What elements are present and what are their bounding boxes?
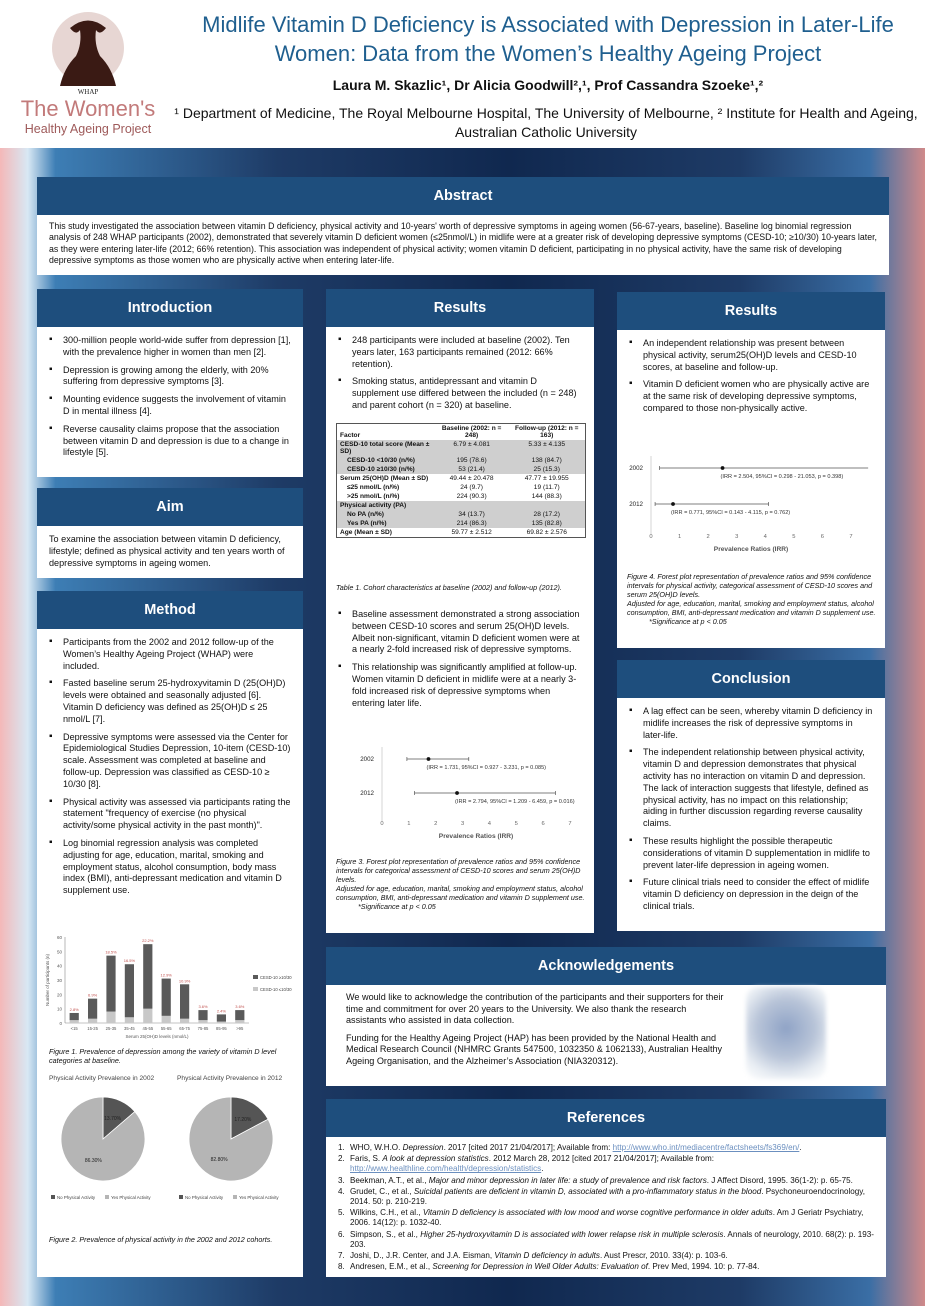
references-section (326, 1099, 886, 1277)
reference-number: 2. (338, 1154, 345, 1164)
legend-label: CESD-10 ≤10/30 (260, 987, 292, 992)
reference-title: Vitamin D deficiency is associated with low mood and worse cognitive performance in older adults (422, 1208, 773, 1218)
legend-swatch (51, 1195, 55, 1199)
list-item: ▪ Mounting evidence suggests the involvement of vitamin D in mental illness [4]. (49, 394, 291, 418)
bar-chart (43, 929, 297, 1041)
abstract-section (37, 177, 889, 275)
acknowledgements-heading: Acknowledgements (326, 947, 886, 985)
reference-title: Vitamin D deficiency in adults (494, 1251, 600, 1261)
bar-cesd-low (235, 1010, 244, 1020)
bar-cesd-low (125, 964, 134, 1017)
list-item: ▪ These results highlight the possible therapeutic considerations of vitamin D supplementation in midlife to prevent later-life depression in ageing women. (629, 836, 873, 871)
figure-1 (43, 929, 297, 1041)
figure-4-caption: Figure 4. Forest plot representation of prevalence ratios and 95% confidence intervals for physical activity, categorical assessment of CESD-10 scores and serum 25(OH)D levels. (627, 572, 873, 599)
list-item: ▪ A lag effect can be seen, whereby vitamin D deficiency in midlife increases the risk of depressive symptoms in later-life. (629, 706, 873, 741)
bar-cesd-high (198, 1020, 207, 1023)
list-item: ▪ The independent relationship between physical activity, vitamin D and depression demonstrates that physical activity has no interaction on vitamin D and depression. The lack of interaction suggests that lifestyle, defined as physical activity, has no impact on this relationship; aiding in further discussion regarding reverse causality claims. (629, 747, 873, 830)
reference-number: 6. (338, 1229, 345, 1239)
bar-cesd-high (235, 1020, 244, 1023)
acknowledgements-text (346, 992, 728, 1068)
list-item: ▪ Future clinical trials need to consider the effect of midlife vitamin D deficiency on depression in the deign of the clinical trials. (629, 877, 873, 912)
reference-item: 7. Joshi, D., J.R. Center, and J.A. Eisman, Vitamin D deficiency in adults. Aust Prescr, 2010. 33(4): p. 103-6. (338, 1251, 728, 1261)
legend-swatch (233, 1195, 237, 1199)
reference-number: 8. (338, 1262, 345, 1272)
table-cell-value: 138 (84.7) (531, 457, 562, 464)
reference-title: Suicidal patients are deficient in vitamin D, associated with a pro-inflammatory status in the blood (413, 1186, 762, 1196)
table-row (337, 492, 585, 501)
table-row (337, 465, 585, 474)
acknowledgements-paragraph-2: Funding for the Healthy Ageing Project (HAP) has been provided by the National Health and Medical Research Council (NHMRC Grants 547500, 1032350 & 1062133), Australian Healthy Ageing Organisation, and the Alzheimer’s Association (NIA320312). (346, 1032, 723, 1066)
table-cell-value: 47.77 ± 19.955 (524, 475, 569, 482)
table-cell-factor: Serum 25(OH)D (Mean ± SD) (340, 475, 429, 482)
table-row (337, 440, 585, 456)
reference-item: 1. WHO, W.H.O. Depression. 2017 [cited 2017 21/04/2017]; Available from: http://www.who.int/mediacentre/factsheets/fs369/en/. (338, 1143, 802, 1152)
table-cell-value: 224 (90.3) (456, 493, 487, 500)
forest-plot-3 (340, 743, 580, 847)
forest-plot-4 (625, 452, 875, 560)
legend-swatch (253, 975, 258, 979)
table-cell-value: 59.77 ± 2.512 (451, 529, 492, 536)
list-item: ▪ Depression is growing among the elderly, with 20% suffering from depressive symptoms [3]. (49, 365, 291, 389)
bar-data-label: 3.6% (198, 1004, 208, 1010)
bar-cesd-low (70, 1013, 79, 1020)
forest-row-label: 2002 (629, 465, 643, 472)
figure-3-caption: Figure 3. Forest plot representation of prevalence ratios and 95% confidence intervals for categorical assessment of CESD-10 scores and serum 25(OH)D levels. (336, 857, 581, 884)
x-tick-label: 4 (487, 821, 492, 827)
table-cell-value: 53 (21.4) (458, 466, 485, 473)
poster-affiliations: ¹ Department of Medicine, The Royal Melbourne Hospital, The University of Melbourne, ² Institute for Health and Ageing, Australian Catholic University (174, 105, 918, 140)
table-cell-value: 214 (86.3) (456, 520, 487, 527)
x-tick-label: 85-95 (216, 1026, 227, 1031)
x-tick-label: 2 (434, 821, 438, 827)
reference-item: 8. Andresen, E.M., et al., Screening for Depression in Well Older Adults: Evaluation of. Prev Med, 1994. 10: p. 77-84. (338, 1262, 760, 1272)
figure-2-caption: Figure 2. Prevalence of physical activity in the 2002 and 2012 cohorts. (49, 1235, 273, 1244)
list-item: ▪ 248 participants were included at baseline (2002). Ten years later, 163 participants remained (2012: 66% retention). (338, 335, 582, 370)
bar-data-label: 6.9% (88, 992, 98, 998)
method-heading: Method (37, 591, 303, 629)
figure-3-caption-block (336, 857, 588, 911)
point-estimate (455, 791, 459, 795)
acknowledgements-paragraph-1: We would like to acknowledge the contribution of the participants and their supporters for their time and commitment for over 20 years to the University. We also thank the research assistants who assisted in data collection. (346, 992, 724, 1026)
acknowledgements-section (326, 947, 886, 1086)
aim-text: To examine the association between vitamin D deficiency, lifestyle; defined as physical activity and ten years worth of depressive symptoms in ageing women. (49, 534, 285, 568)
bar-data-label: 12.9% (160, 972, 172, 978)
results-section-2 (617, 292, 885, 648)
logo-top-text: WHAP (77, 88, 99, 96)
pie-2012-title: Physical Activity Prevalence in 2012 (177, 1075, 283, 1082)
list-item: ▪ Baseline assessment demonstrated a strong association between CESD-10 scores and serum 25(OH)D levels. Albeit non-significant, vitamin D deficient women were at a nearly 2-fold increased risk of depressive symptoms. (338, 609, 582, 656)
reference-title: Depression (402, 1143, 444, 1152)
bar-cesd-high (162, 1016, 171, 1023)
table-cell-factor: Yes PA (n/%) (347, 520, 387, 527)
list-item: ▪ 300-million people world-wide suffer from depression [1], with the prevalence higher in women than men [2]. (49, 335, 291, 359)
reference-item: 2. Faris, S. A look at depression statistics. 2012 March 28, 2012 [cited 2017 21/04/2017]; Available from: http://www.healthline.com/health/depression/statistics. (338, 1154, 714, 1174)
x-tick-label: 35-45 (124, 1026, 135, 1031)
table-cell-factor: CESD-10 <10/30 (n/%) (347, 457, 415, 464)
legend-label: No Physical Activity (57, 1195, 96, 1200)
x-tick-label: 7 (849, 534, 853, 540)
figure-3-adjust: Adjusted for age, education, marital, smoking and employment status, alcohol consumption, BMI, anti-depressant medication and vitamin D supplement use. (336, 884, 585, 902)
cohort-table (336, 423, 586, 538)
figure-4-significance: *Significance at p < 0.05 (649, 617, 727, 626)
reference-title: Screening for Depression in Well Older Adults: Evaluation of (432, 1262, 648, 1272)
table-cell-value: 49.44 ± 20.478 (449, 475, 494, 482)
legend-swatch (105, 1195, 109, 1199)
logo-big-text: The Women's (20, 96, 156, 121)
conclusion-heading: Conclusion (617, 660, 885, 698)
table-row (337, 519, 585, 528)
poster-authors: Laura M. Skazlic¹, Dr Alicia Goodwill²,¹, Prof Cassandra Szoeke¹,² (332, 77, 764, 93)
abstract-text: This study investigated the association between vitamin D deficiency, physical activity and 10-years' worth of depressive symptoms in ageing women (56-67-years, baseline). Baseline log binomial regression analysis of 248 WHAP participants (2002), demonstrated that severely vitamin D deficient women (≤25nmol/L) in midlife were at a greater risk of developing depressive symptoms (CESD-10; ≥10/30) 10-years later, as they were entering later-life (2012; 66% retention). This association was independent of physical activity; women vitamin D deficient, participating in no physical activity, have the same risk of developing depressive symptoms as those women who are physically active when entering later-life. (49, 221, 877, 266)
forest-row-stats: (IRR = 0.771, 95%CI = 0.143 - 4.115, p = 0.762) (671, 510, 791, 516)
legend-label: CESD-10 ≥10/30 (260, 975, 292, 980)
reference-number: 5. (338, 1208, 345, 1218)
table-cell-value (435, 501, 509, 510)
list-item: ▪ Vitamin D deficient women who are physically active are at the same risk of developing depressive symptoms, compared to those non-physically active. (629, 379, 873, 414)
x-tick-label: 4 (763, 534, 767, 540)
table-cell-value: 5.33 ± 4.135 (528, 441, 566, 448)
table-cell-factor: No PA (n/%) (347, 511, 384, 518)
bar-data-label: 18.5% (105, 949, 117, 955)
reference-number: 4. (338, 1186, 345, 1196)
bar-cesd-high (217, 1022, 226, 1023)
table-row (337, 456, 585, 465)
x-tick-label: 0 (649, 534, 653, 540)
x-tick-label: 15-25 (87, 1026, 98, 1031)
aim-section (37, 488, 303, 578)
reference-number: 7. (338, 1251, 345, 1261)
reference-number: 3. (338, 1175, 345, 1185)
bar-cesd-high (180, 1019, 189, 1023)
table-cell-value: 19 (11.7) (533, 484, 560, 491)
reference-item: 4. Grudet, C., et al., Suicidal patients are deficient in vitamin D, associated with a pro-inflammatory status in the blood. Psychoneuroendocrinology, 2014. 50: p. 210-219. (338, 1186, 865, 1207)
y-tick-label: 60 (56, 935, 62, 940)
x-tick-label: 5 (514, 821, 518, 827)
x-axis-label: Serum 25(OH)D levels (nmol/L) (125, 1034, 189, 1039)
y-tick-label: 0 (59, 1021, 62, 1026)
reference-item: 6. Simpson, S., et al., Higher 25-hydroxyvitamin D is associated with lower relapse risk in multiple sclerosis. Annals of neurology, 2010. 68(2): p. 193-203. (338, 1229, 874, 1249)
x-tick-label: 1 (677, 534, 682, 540)
x-tick-label: 55-65 (160, 1026, 172, 1031)
x-tick-label: 6 (541, 821, 545, 827)
reference-title: Major and minor depression in later life: a study of prevalence and risk factors (428, 1175, 707, 1185)
blurred-logo-image (746, 987, 826, 1079)
table-cell-value: 34 (13.7) (458, 511, 485, 518)
list-item: ▪ Log binomial regression analysis was completed adjusting for age, education, marital, smoking and employment status, alcohol consumption, body mass index (BMI), anti-depressant medication and vitamin D supplement use. (49, 838, 291, 897)
table-cell-value: 6.79 ± 4.081 (453, 441, 490, 448)
table-cell-value: 25 (15.3) (533, 466, 560, 473)
x-tick-label: 45-55 (142, 1026, 154, 1031)
bar-data-label: 2.4% (216, 1008, 226, 1014)
table-header-factor: Factor (340, 432, 361, 439)
legend-swatch (179, 1195, 183, 1199)
bar-cesd-high (125, 1017, 134, 1023)
bar-data-label: 2.8% (69, 1006, 79, 1012)
y-tick-label: 50 (56, 949, 62, 955)
x-tick-label: 3 (735, 534, 739, 540)
x-tick-label: 75-85 (197, 1026, 209, 1031)
results-heading-2: Results (617, 292, 885, 330)
pie-slice-label: 13.70% (104, 1116, 122, 1123)
x-tick-label: <15 (70, 1026, 78, 1031)
pie-charts (45, 1071, 297, 1233)
figure-1-caption: Figure 1. Prevalence of depression among the variety of vitamin D level categories at baseline. (49, 1047, 277, 1065)
reference-item: 3. Beekman, A.T., et al., Major and minor depression in later life: a study of prevalence and risk factors. J Affect Disord, 1995. 36(1-2): p. 65-75. (338, 1175, 853, 1185)
forest-row-stats: (IRR = 2.794, 95%CI = 1.209 - 6.459, p = 0.016) (455, 799, 575, 805)
bar-cesd-low (88, 999, 97, 1019)
bar-cesd-low (198, 1010, 207, 1020)
list-item: ▪ Reverse causality claims propose that the association between vitamin D and depression is due to a change in lifestyle [5]. (49, 424, 291, 459)
legend-swatch (253, 987, 258, 991)
conclusion-section (617, 660, 885, 931)
bar-cesd-low (106, 956, 115, 1012)
x-tick-label: 6 (820, 534, 825, 540)
forest-row-label: 2012 (360, 790, 374, 797)
forest-row-label: 2012 (629, 501, 643, 508)
y-tick-label: 10 (56, 1006, 62, 1012)
table-cell-factor: CESD-10 ≥10/30 (n/%) (347, 466, 415, 473)
aim-heading: Aim (37, 488, 303, 526)
x-tick-label: 65-75 (179, 1026, 190, 1031)
x-tick-label: 0 (380, 821, 384, 827)
reference-item: 5. Wilkins, C.H., et al., Vitamin D deficiency is associated with low mood and worse cognitive performance in older adults. Am J Geriatr Psychiatry, 2006. 14(12): p. 1032-40. (338, 1208, 864, 1228)
whap-logo (8, 8, 168, 146)
table-cell-value: 135 (82.8) (531, 520, 562, 527)
references-heading: References (326, 1099, 886, 1137)
forest-row-label: 2002 (360, 756, 374, 763)
results-section-1 (326, 289, 594, 933)
figure-3-significance: *Significance at p < 0.05 (358, 902, 436, 911)
reference-title: Higher 25-hydroxyvitamin D is associated with lower relapse risk in multiple sclerosis (420, 1229, 724, 1239)
table-row (337, 474, 585, 483)
introduction-heading: Introduction (37, 289, 303, 327)
table-row (337, 483, 585, 492)
table-cell-value: 69.82 ± 2.576 (526, 529, 567, 536)
pie-slice-label: 82.80% (210, 1156, 228, 1163)
x-tick-label: 25-35 (105, 1026, 117, 1031)
abstract-heading: Abstract (37, 177, 889, 215)
table-cell-factor: CESD-10 total score (Mean ± SD) (340, 441, 430, 455)
table-cell-value (508, 501, 585, 510)
table-header-followup: Follow-up (2012: n = 163) (514, 425, 579, 439)
bar-cesd-low (143, 944, 152, 1009)
x-tick-label: 7 (568, 821, 572, 827)
pie-slice-label: 86.30% (84, 1157, 102, 1164)
list-item: ▪ Physical activity was assessed via participants rating the statement "frequency of exercise (no physical activity/some physical activity in the past month)". (49, 797, 291, 832)
point-estimate (671, 502, 675, 506)
legend-label: Yes Physical Activity (111, 1195, 151, 1200)
bar-data-label: 3.6% (235, 1004, 245, 1010)
logo-sub-text: Healthy Ageing Project (24, 122, 152, 136)
list-item: ▪ Depressive symptoms were assessed via the Center for Epidemiological Studies Depression, 10-item (CESD-10) scale. Assessment was completed at baseline and follow-up. Depression was classified as CESD-10 ≥ 10/30 [8]. (49, 732, 291, 791)
references-list (326, 1137, 886, 1279)
introduction-section (37, 289, 303, 477)
list-item: ▪ An independent relationship was present between physical activity, serum25(OH)D levels and CESD-10 scores, at baseline and follow-up. (629, 338, 873, 373)
table-row (337, 528, 585, 537)
figure-2 (45, 1071, 297, 1233)
list-item: ▪ Participants from the 2002 and 2012 follow-up of the Women’s Healthy Ageing Project (WHAP) were included. (49, 637, 291, 672)
bar-cesd-high (143, 1009, 152, 1023)
results-heading: Results (326, 289, 594, 327)
table-row (337, 501, 585, 510)
table-cell-value: 195 (78.6) (456, 457, 487, 464)
legend-label: No Physical Activity (185, 1195, 224, 1200)
bar-data-label: 10.9% (178, 978, 191, 984)
table-cell-factor: Physical activity (PA) (340, 502, 407, 509)
list-item: ▪ This relationship was significantly amplified at follow-up. Women vitamin D deficient in midlife were at a nearly 3-fold increased risk of depressive symptoms when entering later life. (338, 662, 582, 709)
poster-header (0, 0, 925, 148)
pie-2002-title: Physical Activity Prevalence in 2002 (49, 1075, 155, 1082)
list-item: ▪ Fasted baseline serum 25-hydroxyvitamin D (25(OH)D) levels were obtained and seasonally adjusted [6]. Vitamin D deficiency was defined as 25(OH)D ≤ 25 nmol/L [7]. (49, 678, 291, 725)
table-cell-value: 24 (9.7) (460, 484, 483, 491)
y-tick-label: 30 (56, 978, 62, 983)
reference-link[interactable]: http://www.healthline.com/health/depression/statistics (350, 1164, 542, 1174)
legend-label: Yes Physical Activity (239, 1195, 279, 1200)
bar-cesd-low (162, 979, 171, 1016)
reference-number: 1. (338, 1143, 345, 1152)
x-tick-label: 5 (792, 534, 796, 540)
x-tick-label: 3 (460, 821, 465, 827)
table-cell-value: 28 (17.2) (533, 511, 560, 518)
poster-title: Midlife Vitamin D Deficiency is Associated with Depression in Later-Life Women: Data from the Women’s Healthy Ageing Project (202, 12, 894, 66)
bar-cesd-high (70, 1020, 79, 1023)
bar-cesd-high (88, 1019, 97, 1023)
reference-title: A look at depression statistics (382, 1154, 489, 1164)
bar-cesd-low (180, 984, 189, 1018)
figure-4-adjust: Adjusted for age, education, marital, smoking and employment status, alcohol consumption, BMI, anti-depressant medication and vitamin D supplement use. (627, 599, 876, 617)
list-item: ▪ Smoking status, antidepressant and vitamin D supplement use differed between the included (n = 248) and parent cohort (n = 320) at baseline. (338, 376, 582, 411)
forest-row-stats: (IRR = 1.731, 95%CI = 0.927 - 3.231, p = 0.085) (426, 765, 547, 771)
bar-cesd-high (106, 1012, 115, 1023)
y-axis-label: Number of participants (n) (45, 953, 50, 1007)
y-tick-label: 20 (56, 992, 62, 998)
table-1-caption: Table 1. Cohort characteristics at baseline (2002) and follow-up (2012). (336, 583, 562, 592)
bar-data-label: 16.5% (123, 958, 136, 964)
x-tick-label: >95 (236, 1026, 244, 1031)
table-cell-factor: ≤25 nmol/L (n/%) (347, 484, 400, 491)
x-tick-label: 1 (407, 821, 411, 827)
table-cell-factor: Age (Mean ± SD) (340, 529, 392, 536)
table-header-baseline: Baseline (2002: n = 248) (441, 425, 502, 439)
x-axis-label: Prevalence Ratios (IRR) (713, 546, 789, 553)
y-tick-label: 40 (56, 963, 62, 969)
reference-link[interactable]: http://www.who.int/mediacentre/factsheets/fs369/en/ (612, 1143, 800, 1152)
point-estimate (427, 757, 431, 761)
point-estimate (721, 466, 725, 470)
table-row (337, 510, 585, 519)
x-tick-label: 2 (706, 534, 710, 540)
x-axis-label: Prevalence Ratios (IRR) (438, 833, 514, 840)
forest-row-stats: (IRR = 2.504, 95%CI = 0.298 - 21.053, p = 0.398) (720, 474, 844, 480)
method-section (37, 591, 303, 1277)
pie-slice-label: 17.20% (234, 1117, 252, 1124)
bar-data-label: 22.2% (142, 938, 154, 944)
table-cell-value: 144 (88.3) (531, 493, 562, 500)
table-cell-factor: >25 nmol/L (n/%) (347, 493, 400, 500)
figure-4-caption-block (627, 572, 879, 626)
bar-cesd-low (217, 1014, 226, 1021)
